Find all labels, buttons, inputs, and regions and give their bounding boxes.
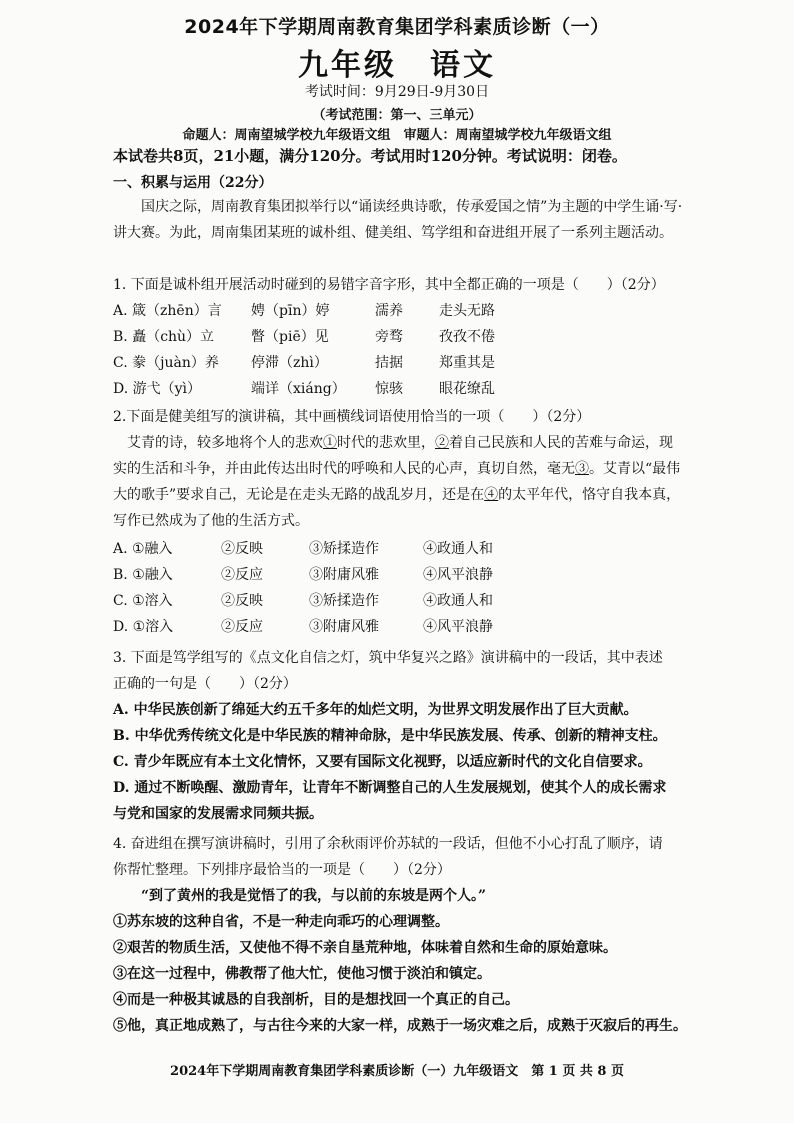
- passage-text: 着自己民族和人民的苦难与命运，现实的生活和斗争，并由此传达出时代的呼唤和人民的心声，真切自然，毫无: [113, 435, 673, 477]
- sentence-item: ④而是一种极其诚恳的自我剖析，目的是想找回一个真正的自己。: [113, 992, 519, 1008]
- option-cell: ③附庸风雅: [309, 567, 379, 583]
- blank-4: ④: [484, 487, 499, 503]
- option-cell: C. 豢（juàn）养: [113, 355, 219, 371]
- option-cell: 走头无路: [439, 303, 495, 319]
- option-cell: ③矫揉造作: [309, 593, 379, 609]
- question-3-option-c[interactable]: C. 青少年既应有本土文化情怀，又要有国际文化视野，以适应新时代的文化自信要求。: [113, 754, 652, 770]
- section-intro: 国庆之际，周南教育集团拟举行以“诵读经典诗歌，传承爱国之情”为主题的中学生诵·写·讲大赛。为此，周南集团某班的诚朴组、健美组、笃学组和奋进组开展了一系列主题活动。: [113, 199, 683, 241]
- blank-3: ③: [575, 461, 589, 477]
- option-cell: ③附庸风雅: [309, 619, 379, 635]
- question-1-option-a[interactable]: [113, 298, 693, 324]
- sentence-item: ②艰苦的物质生活，又使他不得不亲自垦荒种地，体味着自然和生命的原始意味。: [113, 940, 617, 956]
- option-cell: D. ①溶入: [113, 619, 174, 635]
- question-3-option-d[interactable]: D. 通过不断唤醒、激励青年，让青年不断调整自己的人生发展规划，使其个人的成长需求: [113, 780, 667, 796]
- question-4-quote: “到了黄州的我是觉悟了的我，与以前的东坡是两个人。”: [141, 888, 487, 904]
- option-cell: 旁骛: [375, 329, 403, 345]
- question-1-stem: 1. 下面是诚朴组开展活动时碰到的易错字音字形，其中全都正确的一项是（ ）（2分）: [113, 277, 665, 293]
- option-cell: C. ①溶入: [113, 593, 173, 609]
- option-cell: ②反映: [221, 541, 263, 557]
- option-cell: 郑重其是: [439, 355, 495, 371]
- option-cell: D. 游弋（yì）: [113, 381, 202, 397]
- question-2-option-c[interactable]: [113, 588, 693, 614]
- question-2-option-b[interactable]: [113, 562, 693, 588]
- option-cell: 端详（xiáng）: [251, 381, 346, 397]
- exam-scope: （考试范围：第一、三单元）: [312, 108, 482, 123]
- exam-info: 本试卷共8页，21小题，满分120分。考试用时120分钟。考试说明：闭卷。: [113, 147, 627, 165]
- blank-1: ①: [323, 435, 337, 451]
- question-3-stem-line-2: 正确的一句是（ ）（2分）: [113, 676, 297, 692]
- blank-2: ②: [435, 435, 449, 451]
- section-heading: 一、积累与运用（22分）: [113, 175, 273, 191]
- option-cell: B. ①融入: [113, 567, 173, 583]
- exam-title: 2024年下学期周南教育集团学科素质诊断（一）: [184, 16, 610, 38]
- passage-text: 艾青的诗，较多地将个人的悲欢: [127, 435, 323, 451]
- option-cell: 濡养: [375, 303, 403, 319]
- option-cell: 眼花缭乱: [439, 381, 495, 397]
- option-cell: A. ①融入: [113, 541, 173, 557]
- option-cell: ②反映: [221, 593, 263, 609]
- passage-text: 的太平年代，恪守自我本真，写作已然成为了他的生活方式。: [113, 487, 681, 529]
- question-2-passage: [113, 430, 685, 534]
- question-4-stem-line-2: 你帮忙整理。下列排序最恰当的一项是（ ）（2分）: [113, 862, 451, 878]
- option-cell: ②反应: [221, 567, 263, 583]
- question-2-option-a[interactable]: [113, 536, 693, 562]
- grade-subject-title: 九年级 语文: [298, 48, 496, 83]
- option-cell: ③矫揉造作: [309, 541, 379, 557]
- question-1-option-d[interactable]: [113, 376, 693, 402]
- question-2-stem: 2.下面是健美组写的演讲稿，其中画横线词语使用恰当的一项（ ）（2分）: [113, 409, 591, 425]
- exam-authors: 命题人：周南望城学校九年级语文组 审题人：周南望城学校九年级语文组: [182, 128, 612, 143]
- page-footer: 2024年下学期周南教育集团学科素质诊断（一）九年级语文 第 1 页 共 8 页: [170, 1064, 624, 1079]
- question-3-stem-line-1: 3. 下面是笃学组写的《点文化自信之灯，筑中华复兴之路》演讲稿中的一段话，其中表述: [113, 650, 663, 666]
- passage-text: 。艾青以“最伟大的歌手”要求自己，无论是在走头无路的战乱岁月，还是在: [113, 461, 681, 503]
- option-cell: 停滞（zhì）: [251, 355, 328, 371]
- exam-time: 考试时间：9月29日-9月30日: [304, 84, 490, 100]
- question-1-option-c[interactable]: [113, 350, 693, 376]
- sentence-item: ③在这一过程中，佛教帮了他大忙，使他习惯于淡泊和镇定。: [113, 966, 491, 982]
- question-3-option-a[interactable]: A. 中华民族创新了绵延大约五千多年的灿烂文明，为世界文明发展作出了巨大贡献。: [113, 702, 638, 718]
- question-1-option-b[interactable]: [113, 324, 693, 350]
- question-3-option-b[interactable]: B. 中华优秀传统文化是中华民族的精神命脉，是中华民族发展、传承、创新的精神支柱。: [113, 728, 667, 744]
- option-cell: 拮据: [375, 355, 403, 371]
- option-cell: ④政通人和: [423, 541, 493, 557]
- option-cell: 惊骇: [375, 381, 403, 397]
- option-cell: ④政通人和: [423, 593, 493, 609]
- option-cell: ④风平浪静: [423, 619, 493, 635]
- option-cell: ②反应: [221, 619, 263, 635]
- question-2-option-d[interactable]: [113, 614, 693, 640]
- option-cell: 娉（pīn）婷: [251, 303, 330, 319]
- option-cell: 孜孜不倦: [439, 329, 495, 345]
- option-cell: ④风平浪静: [423, 567, 493, 583]
- question-3-option-d-continued: 与党和国家的发展需求同频共振。: [113, 806, 323, 822]
- sentence-item: ①苏东坡的这种自省，不是一种走向乖巧的心理调整。: [113, 914, 449, 930]
- question-4-stem-line-1: 4. 奋进组在撰写演讲稿时，引用了余秋雨评价苏轼的一段话，但他不小心打乱了顺序，请: [113, 836, 663, 852]
- sentence-item: ⑤他，真正地成熟了，与古往今来的大家一样，成熟于一场灾难之后，成熟于灭寂后的再生。: [113, 1018, 687, 1034]
- passage-text: 时代的悲欢里，: [337, 435, 435, 451]
- option-cell: A. 箴（zhēn）言: [113, 303, 222, 319]
- option-cell: 瞥（piē）见: [251, 329, 329, 345]
- option-cell: B. 矗（chù）立: [113, 329, 215, 345]
